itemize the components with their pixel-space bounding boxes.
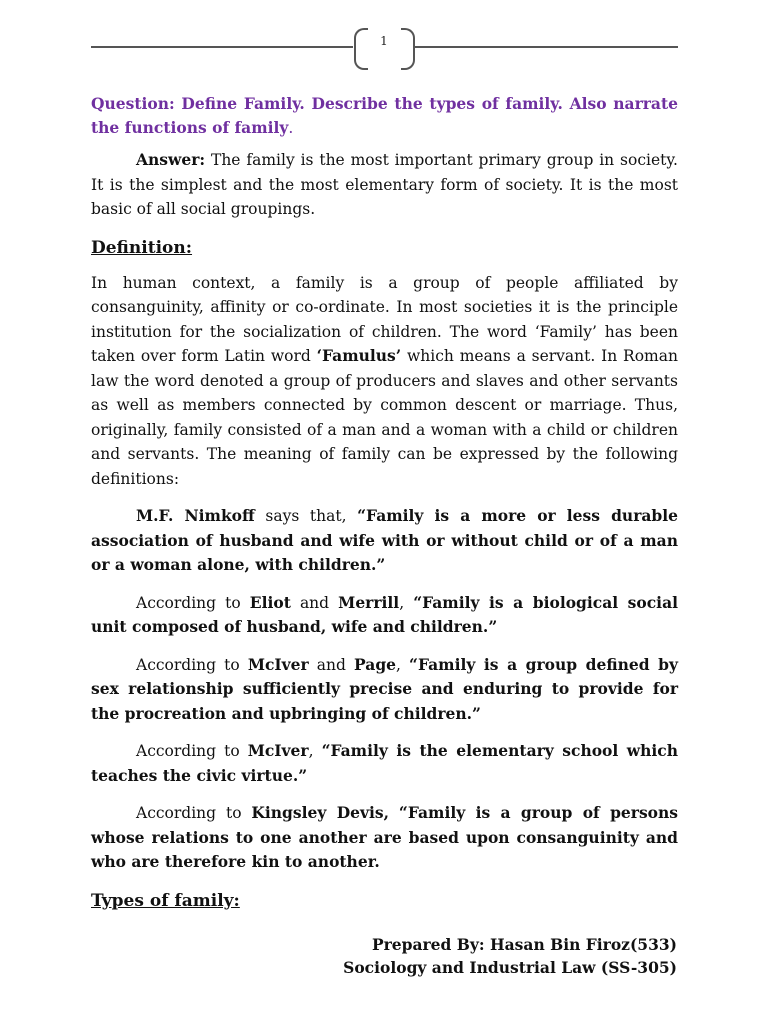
quote-after: , [399,593,414,612]
quote-mid: and [308,655,355,674]
document-body [91,92,678,924]
right-brace [401,28,415,70]
question-period: . [288,119,294,137]
page-header [91,28,678,68]
question-text: Question: Define Family. Describe the types of family. Also narrate the functions of family [91,94,678,137]
quote-mid [389,804,399,822]
footer-author: Prepared By: Hasan Bin Firoz(533) [371,935,677,954]
author-name: McIver [247,654,309,674]
footer-course: Sociology and Industrial Law (SS-305) [343,958,677,977]
quote-mciver-page [91,653,678,727]
quote-mid: says that, [254,507,358,525]
quote-pre: According to [136,742,248,760]
author-name: M.F. Nimkoff [136,506,255,525]
page-footer [343,933,677,979]
answer-label: Answer: [136,150,206,169]
answer-text: The family is the most important primary group in society. It is the simplest and the most elementary form of society. It is the most basic of all social groupings. [91,151,678,218]
famulus-term: ‘Famulus’ [316,346,402,365]
quote-text: “Family is a biological social unit composed of husband, wife and children.” [91,592,678,636]
quote-pre: According to [136,655,248,674]
definition-text-1: In human context, a family is a group of people affiliated by consanguinity, affinity or co-ordinate. In most societies it is the principle institution for the socialization of children. The word ‘Family’ has been taken over form Latin word [91,273,678,365]
definition-paragraph [91,271,678,492]
author-name-2: Merrill [338,592,400,612]
header-rule-right [414,46,678,48]
quote-mid: and [290,593,339,612]
quote-eliot-merrill [91,591,678,640]
quote-after: , [396,655,410,674]
quote-pre: According to [136,804,252,822]
question [91,92,678,140]
header-rule-left [91,46,353,48]
quote-nimkoff [91,504,678,578]
author-name: Kingsley Devis, [251,803,390,822]
answer-paragraph [91,148,678,222]
author-name: Eliot [249,592,291,612]
quote-text: “Family is a group of persons whose relations to one another are based upon consanguinity and who are therefore kin to another. [91,803,678,871]
definition-heading: Definition: [91,237,193,258]
quote-text: “Family is a group defined by sex relationship sufficiently precise and enduring to provide for the procreation and upbringing of children.” [91,654,679,723]
author-name-2: Page [354,654,397,674]
quote-mciver [91,739,678,788]
types-heading: Types of family: [91,890,240,911]
quote-pre: According to [136,593,250,612]
quote-kingsley-devis [91,801,678,875]
quote-mid: , [308,742,322,760]
definition-text-2: which means a servant. In Roman law the word denoted a group of producers and slaves and other servants as well as members connected by common descent or marriage. Thus, originally, family consisted of a man and a woman with a child or children and servants. The meaning of family can be expressed by the following definitions: [91,347,678,488]
page-number: 1 [380,34,388,48]
quote-text: “Family is a more or less durable association of husband and wife with or without child or of a man or a woman alone, with children.” [91,506,678,574]
author-name: McIver [247,741,309,760]
quote-text: “Family is the elementary school which teaches the civic virtue.” [91,741,678,785]
